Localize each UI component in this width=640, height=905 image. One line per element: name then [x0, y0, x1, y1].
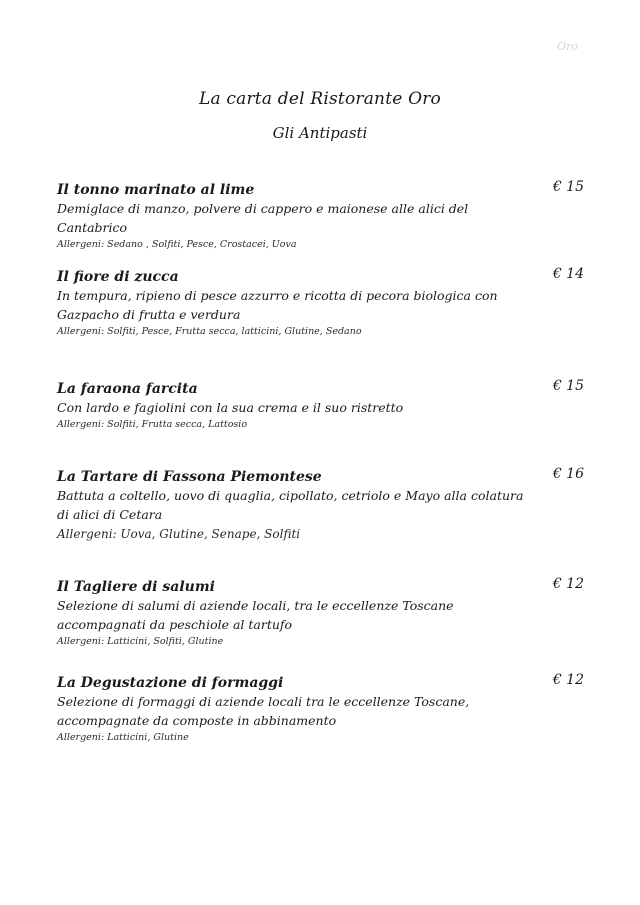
item-allergens: Allergeni: Solfiti, Frutta secca, Lattosio	[57, 419, 248, 430]
menu-item	[57, 576, 587, 650]
item-price: € 12	[552, 672, 584, 688]
menu-item	[57, 466, 587, 544]
menu-item	[57, 378, 587, 433]
item-allergens: Allergeni: Latticini, Glutine	[57, 732, 189, 743]
item-description: In tempura, ripieno di pesce azzurro e ricotta di pecora biologica con Gazpacho di frutta e verdura	[57, 288, 498, 322]
section-title: Gli Antipasti	[272, 124, 368, 142]
menu-item	[57, 672, 587, 746]
corner-label: Oro	[557, 40, 578, 53]
item-price: € 12	[552, 576, 584, 592]
item-description: Selezione di formaggi di aziende locali tra le eccellenze Toscane, accompagnate da composte in abbinamento	[57, 694, 470, 728]
item-price: € 15	[552, 179, 584, 195]
item-name: Il Tagliere di salumi	[57, 579, 215, 595]
item-name: Il fiore di zucca	[57, 269, 179, 285]
item-allergens: Allergeni: Sedano , Solfiti, Pesce, Crostacei, Uova	[57, 239, 297, 250]
item-description: Con lardo e fagiolini con la sua crema e il suo ristretto	[57, 400, 404, 415]
item-name: La Degustazione di formaggi	[57, 675, 284, 691]
item-allergens: Allergeni: Uova, Glutine, Senape, Solfiti	[57, 527, 301, 541]
item-allergens: Allergeni: Latticini, Solfiti, Glutine	[57, 636, 224, 647]
item-price: € 14	[552, 266, 584, 282]
item-price: € 16	[552, 466, 584, 482]
menu-item	[57, 266, 587, 340]
item-name: La faraona farcita	[57, 381, 198, 397]
item-description: Battuta a coltello, uovo di quaglia, cipollato, cetriolo e Mayo alla colatura di alici di Cetara	[57, 488, 524, 522]
item-price: € 15	[552, 378, 584, 394]
item-description: Selezione di salumi di aziende locali, tra le eccellenze Toscane accompagnati da peschiole al tartufo	[57, 598, 454, 632]
item-name: La Tartare di Fassona Piemontese	[57, 469, 322, 485]
menu-title: La carta del Ristorante Oro	[199, 89, 441, 109]
menu-item	[57, 179, 587, 253]
item-name: Il tonno marinato al lime	[57, 182, 255, 198]
item-allergens: Allergeni: Solfiti, Pesce, Frutta secca, latticini, Glutine, Sedano	[57, 326, 362, 337]
item-description: Demiglace di manzo, polvere di cappero e maionese alle alici del Cantabrico	[57, 201, 469, 235]
